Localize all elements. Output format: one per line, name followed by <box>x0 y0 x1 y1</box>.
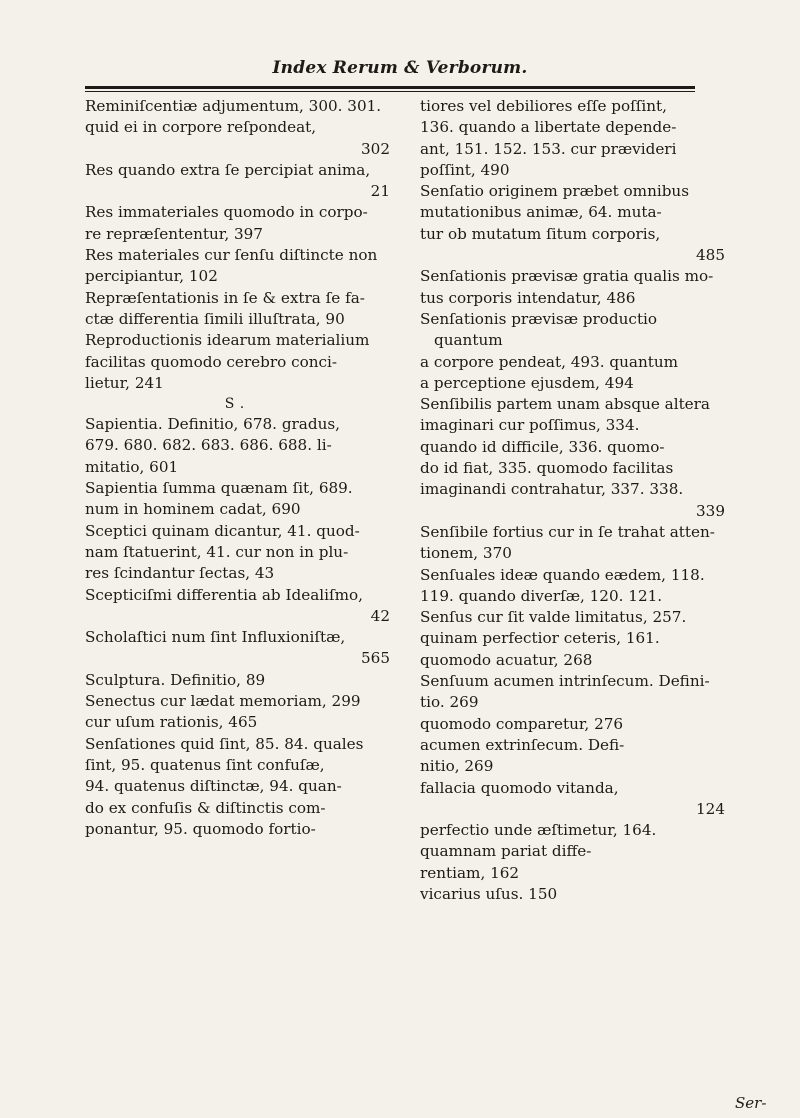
index-line: tur ob mutatum ſitum corporis, <box>420 224 661 243</box>
index-line: ſint, 95. quatenus ſint confuſæ, <box>85 755 325 774</box>
index-line: cur uſum rationis, 465 <box>85 713 258 732</box>
index-line: percipiantur, 102 <box>85 267 218 286</box>
index-line: Res immateriales quomodo in corpo- <box>85 203 368 222</box>
index-line: ant, 151. 152. 153. cur prævideri <box>420 139 677 158</box>
index-line: 94. quatenus diſtinctæ, 94. quan- <box>85 777 342 796</box>
index-line: quando id difficile, 336. quomo- <box>420 437 665 456</box>
index-line: quomodo acuatur, 268 <box>420 650 593 669</box>
index-line: quomodo comparetur, 276 <box>420 714 624 733</box>
index-line: Senſibile fortius cur in ſe trahat atten- <box>420 522 715 541</box>
index-line: 136. quando a libertate depende- <box>420 118 677 137</box>
index-line: Senſatio originem præbet omnibus <box>420 182 689 201</box>
index-line: Scholaſtici num ſint Influxioniſtæ, <box>85 628 346 647</box>
index-line: facilitas quomodo cerebro conci- <box>85 352 338 371</box>
index-line: 339 <box>696 501 725 520</box>
index-line: acumen extrinſecum. Defi- <box>420 735 625 754</box>
index-line: Senſuum acumen intrinſecum. Defini- <box>420 672 710 691</box>
index-line: tionem, 370 <box>420 544 512 563</box>
index-line: nitio, 269 <box>420 757 494 776</box>
index-line: 302 <box>361 139 390 158</box>
index-line: Reproductionis idearum materialium <box>85 331 370 350</box>
index-line: do ex confuſis & diſtinctis com- <box>85 798 326 817</box>
index-line: Res materiales cur ſenſu diſtincte non <box>85 246 378 265</box>
index-line: 124 <box>696 799 725 818</box>
index-line: Sculptura. Definitio, 89 <box>85 670 266 689</box>
index-line: lietur, 241 <box>85 373 164 392</box>
catchword: Ser- <box>735 1094 767 1112</box>
index-line: mitatio, 601 <box>85 457 179 476</box>
index-line: Scepticiſmi differentia ab Idealiſmo, <box>85 585 363 604</box>
index-line: 679. 680. 682. 683. 686. 688. li- <box>85 436 332 455</box>
index-line: Sceptici quinam dicantur, 41. quod- <box>85 521 360 540</box>
index-line: perfectio unde æſtimetur, 164. <box>420 821 657 840</box>
index-line: quinam perfectior ceteris, 161. <box>420 629 660 648</box>
index-line: Sapientia. Definitio, 678. gradus, <box>85 415 340 434</box>
right-column <box>420 96 725 905</box>
index-line: fallacia quomodo vitanda, <box>420 778 619 797</box>
index-line: res ſcindantur ſectas, 43 <box>85 564 275 583</box>
index-line: 21 <box>370 182 390 201</box>
index-line: imaginandi contrahatur, 337. 338. <box>420 480 684 499</box>
index-line: rentiam, 162 <box>420 863 520 882</box>
index-line: Res quando extra ſe percipiat anima, <box>85 160 371 179</box>
header-rule <box>85 86 695 89</box>
index-line: Senſibilis partem unam absque altera <box>420 395 710 414</box>
index-line: tus corporis intendatur, 486 <box>420 288 636 307</box>
index-line: do id fiat, 335. quomodo facilitas <box>420 459 674 478</box>
index-line: num in hominem cadat, 690 <box>85 500 301 519</box>
index-line: 42 <box>370 606 390 625</box>
index-line: Senectus cur lædat memoriam, 299 <box>85 692 361 711</box>
index-line: Repræſentationis in ſe & extra ſe fa- <box>85 288 365 307</box>
index-line: ponantur, 95. quomodo fortio- <box>85 819 316 838</box>
index-line: poſſint, 490 <box>420 160 510 179</box>
index-line: Sapientia ſumma quænam ſit, 689. <box>85 479 353 498</box>
index-line: tiores vel debiliores eſſe poſſint, <box>420 97 667 115</box>
index-line: mutationibus animæ, 64. muta- <box>420 203 662 222</box>
left-column <box>85 96 390 840</box>
index-line: vicarius uſus. 150 <box>420 884 558 903</box>
index-line: 119. quando diverſæ, 120. 121. <box>420 586 663 605</box>
index-line: a perceptione ejusdem, 494 <box>420 373 634 392</box>
index-line: quid ei in corpore reſpondeat, <box>85 118 317 137</box>
index-line: ctæ differentia ſimili illuſtrata, 90 <box>85 309 345 328</box>
index-line: 485 <box>696 246 725 265</box>
index-line: 565 <box>361 649 390 668</box>
header-rule-thin <box>85 91 695 92</box>
index-line: a corpore pendeat, 493. quantum <box>420 352 679 371</box>
index-line: Senſus cur ſit valde limitatus, 257. <box>420 608 687 627</box>
page-header: Index Rerum & Verborum. <box>272 58 528 78</box>
index-line: Senſationis prævisæ gratia qualis mo- <box>420 267 714 286</box>
index-line: nam ſtatuerint, 41. cur non in plu- <box>85 542 349 561</box>
index-line: imaginari cur poſſimus, 334. <box>420 416 640 435</box>
section-letter: S. <box>224 396 251 413</box>
index-line: quamnam pariat diffe- <box>420 842 592 861</box>
index-line: Senſationis prævisæ productio quantum <box>420 309 658 350</box>
index-line: re repræſententur, 397 <box>85 224 263 243</box>
index-line: tio. 269 <box>420 693 479 712</box>
index-line: Reminiſcentiæ adjumentum, 300. 301. <box>85 97 382 115</box>
index-line: Senſuales ideæ quando eædem, 118. <box>420 565 705 584</box>
index-line: Senſationes quid ſint, 85. 84. quales <box>85 734 364 753</box>
